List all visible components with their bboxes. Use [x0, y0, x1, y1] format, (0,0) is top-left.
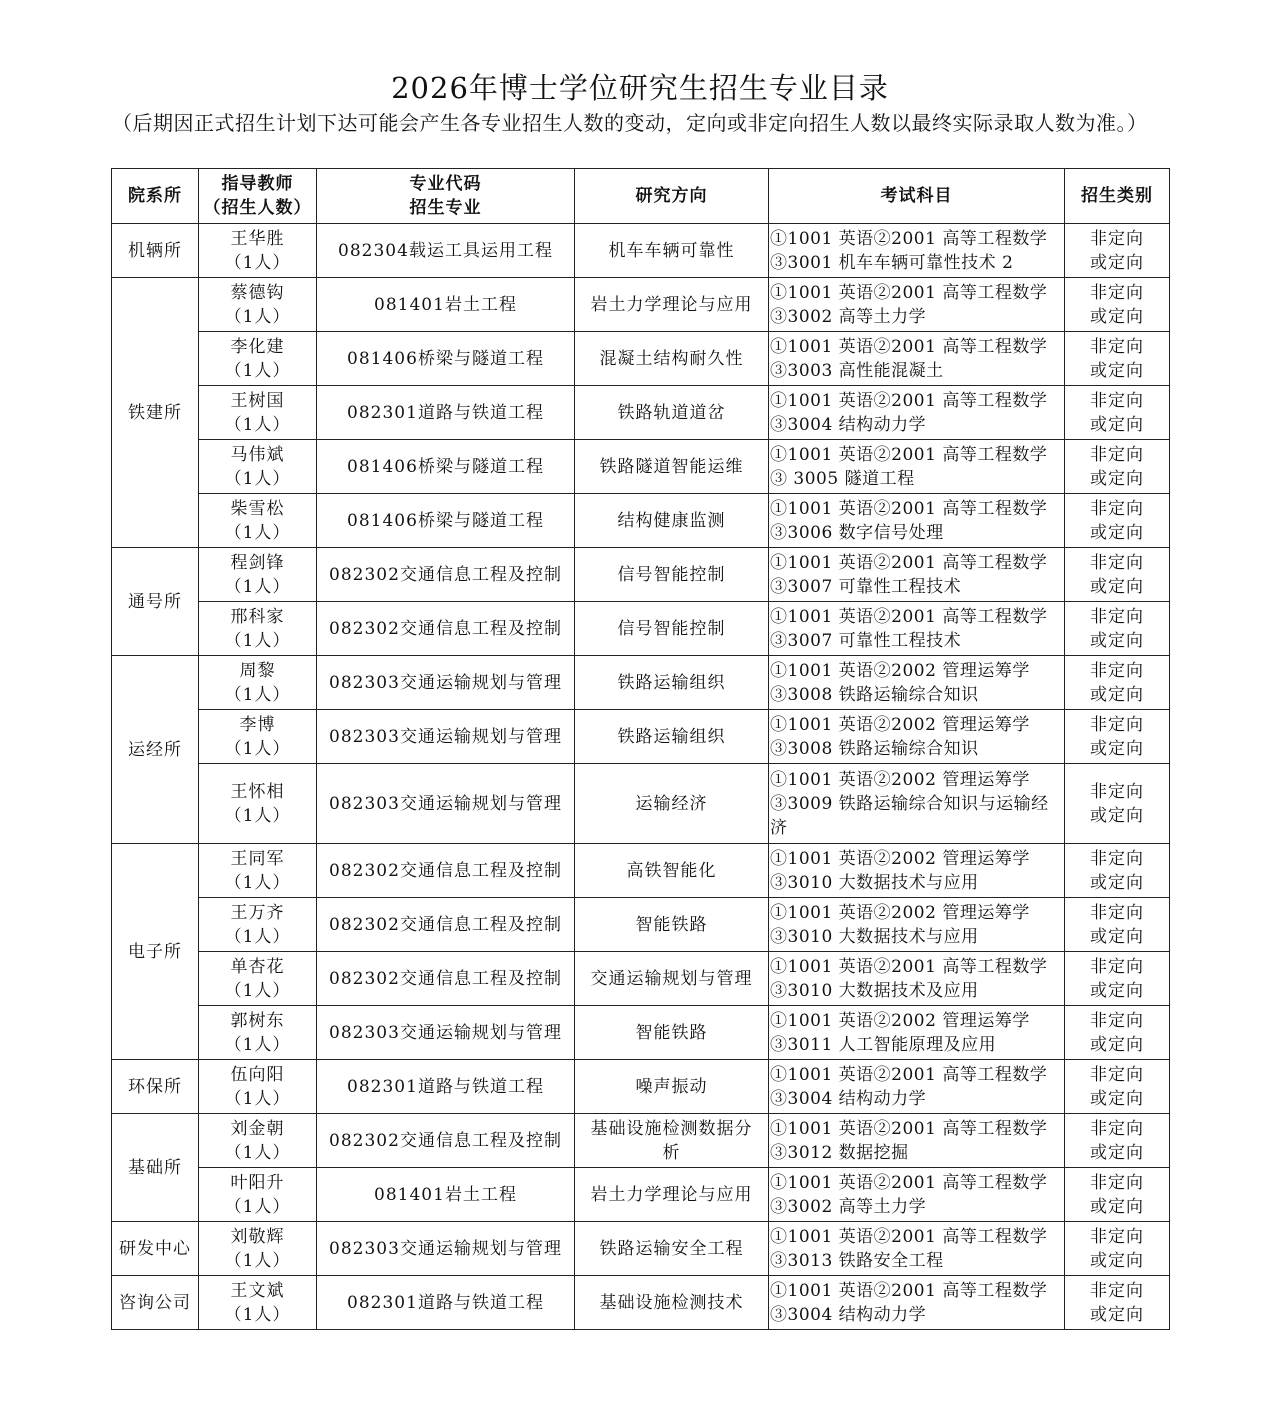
major-cell: 082302交通信息工程及控制: [317, 952, 575, 1006]
type-line: 非定向: [1090, 498, 1144, 519]
exam-cell: [769, 710, 1065, 764]
type-cell: [1065, 898, 1170, 952]
exam-line: ①1001 英语②2001 高等工程数学: [770, 606, 1048, 627]
type-cell: [1065, 952, 1170, 1006]
direction-cell: [575, 278, 769, 332]
type-cell: [1065, 602, 1170, 656]
direction-line: 铁路轨道道岔: [617, 402, 726, 423]
type-line: 或定向: [1090, 630, 1144, 651]
direction-cell: [575, 764, 769, 844]
type-cell: [1065, 1168, 1170, 1222]
major-cell: 081401岩土工程: [317, 278, 575, 332]
table-row: [112, 224, 1170, 278]
exam-line: ③3009 铁路运输综合知识与运输经: [770, 793, 1049, 814]
exam-line: ③ 3005 隧道工程: [770, 468, 915, 489]
type-line: 非定向: [1090, 714, 1144, 735]
department-cell: 基础所: [112, 1114, 199, 1222]
table-row: [112, 1276, 1170, 1330]
type-line: 非定向: [1090, 1118, 1144, 1139]
tutor-count: （1人）: [224, 926, 291, 947]
exam-cell: [769, 602, 1065, 656]
tutor-count: （1人）: [224, 630, 291, 651]
exam-cell: [769, 1060, 1065, 1114]
direction-line: 岩土力学理论与应用: [590, 294, 753, 315]
direction-cell: [575, 1222, 769, 1276]
type-line: 非定向: [1090, 390, 1144, 411]
type-cell: [1065, 440, 1170, 494]
tutor-name: 叶阳升: [230, 1172, 285, 1193]
type-cell: [1065, 1114, 1170, 1168]
exam-cell: [769, 844, 1065, 898]
direction-line: 铁路运输安全工程: [599, 1238, 744, 1259]
major-cell: 082303交通运输规划与管理: [317, 710, 575, 764]
tutor-name: 刘敬辉: [230, 1226, 285, 1247]
header-major-line1: 专业代码: [409, 174, 482, 194]
type-cell: [1065, 1060, 1170, 1114]
type-line: 或定向: [1090, 738, 1144, 759]
tutor-cell: [199, 1276, 317, 1330]
type-line: 或定向: [1090, 576, 1144, 597]
direction-cell: [575, 386, 769, 440]
exam-line: 济: [770, 817, 788, 838]
major-cell: 082302交通信息工程及控制: [317, 548, 575, 602]
header-major-line2: 招生专业: [409, 198, 482, 218]
type-line: 非定向: [1090, 1280, 1144, 1301]
tutor-name: 李化建: [230, 336, 285, 357]
tutor-name: 邢科家: [230, 606, 285, 627]
type-line: 或定向: [1090, 1142, 1144, 1163]
tutor-cell: [199, 440, 317, 494]
header-tutor: [199, 169, 317, 224]
tutor-cell: [199, 602, 317, 656]
tutor-count: （1人）: [224, 684, 291, 705]
exam-line: ③3011 人工智能原理及应用: [770, 1034, 997, 1055]
major-cell: 082301道路与铁道工程: [317, 1060, 575, 1114]
exam-line: ①1001 英语②2001 高等工程数学: [770, 498, 1048, 519]
tutor-count: （1人）: [224, 360, 291, 381]
type-line: 或定向: [1090, 360, 1144, 381]
table-row: [112, 710, 1170, 764]
direction-cell: [575, 1276, 769, 1330]
type-line: 非定向: [1090, 606, 1144, 627]
header-type: 招生类别: [1065, 169, 1170, 224]
exam-cell: [769, 440, 1065, 494]
exam-cell: [769, 952, 1065, 1006]
tutor-name: 王同军: [230, 848, 285, 869]
exam-line: ①1001 英语②2001 高等工程数学: [770, 1226, 1048, 1247]
type-line: 或定向: [1090, 872, 1144, 893]
exam-line: ③3002 高等土力学: [770, 1196, 927, 1217]
direction-line: 基础设施检测数据分: [590, 1118, 753, 1139]
table-row: [112, 602, 1170, 656]
type-line: 非定向: [1090, 848, 1144, 869]
direction-cell: [575, 1114, 769, 1168]
exam-line: ①1001 英语②2001 高等工程数学: [770, 444, 1048, 465]
tutor-name: 王树国: [230, 390, 285, 411]
header-exam: 考试科目: [769, 169, 1065, 224]
type-line: 非定向: [1090, 552, 1144, 573]
direction-line: 高铁智能化: [626, 860, 717, 881]
header-tutor-line1: 指导教师: [221, 174, 294, 194]
tutor-count: （1人）: [224, 414, 291, 435]
catalog-body: [112, 224, 1170, 1330]
exam-line: ①1001 英语②2002 管理运筹学: [770, 1010, 1030, 1031]
type-line: 非定向: [1090, 1064, 1144, 1085]
type-line: 或定向: [1090, 306, 1144, 327]
exam-line: ③3010 大数据技术与应用: [770, 872, 979, 893]
table-row: [112, 548, 1170, 602]
direction-line: 铁路运输组织: [617, 726, 726, 747]
major-cell: 081401岩土工程: [317, 1168, 575, 1222]
table-row: [112, 386, 1170, 440]
direction-cell: [575, 710, 769, 764]
header-major: [317, 169, 575, 224]
header-row: [112, 169, 1170, 224]
type-line: 或定向: [1090, 805, 1144, 826]
type-line: 非定向: [1090, 660, 1144, 681]
type-line: 非定向: [1090, 1010, 1144, 1031]
tutor-count: （1人）: [224, 468, 291, 489]
header-dept: 院系所: [112, 169, 199, 224]
exam-line: ①1001 英语②2002 管理运筹学: [770, 660, 1030, 681]
major-cell: 082303交通运输规划与管理: [317, 1222, 575, 1276]
type-line: 非定向: [1090, 282, 1144, 303]
tutor-cell: [199, 764, 317, 844]
direction-line: 信号智能控制: [617, 618, 726, 639]
type-cell: [1065, 1006, 1170, 1060]
exam-line: ①1001 英语②2002 管理运筹学: [770, 848, 1030, 869]
exam-line: ①1001 英语②2001 高等工程数学: [770, 228, 1048, 249]
direction-line: 基础设施检测技术: [599, 1292, 744, 1313]
exam-line: ③3008 铁路运输综合知识: [770, 684, 979, 705]
direction-cell: [575, 548, 769, 602]
tutor-name: 刘金朝: [230, 1118, 285, 1139]
exam-line: ③3007 可靠性工程技术: [770, 576, 962, 597]
type-line: 或定向: [1090, 1034, 1144, 1055]
type-line: 或定向: [1090, 1250, 1144, 1271]
tutor-count: （1人）: [224, 980, 291, 1001]
exam-cell: [769, 548, 1065, 602]
major-cell: 082302交通信息工程及控制: [317, 898, 575, 952]
type-cell: [1065, 332, 1170, 386]
department-cell: 铁建所: [112, 278, 199, 548]
table-row: [112, 844, 1170, 898]
direction-line: 岩土力学理论与应用: [590, 1184, 753, 1205]
exam-cell: [769, 1222, 1065, 1276]
exam-cell: [769, 332, 1065, 386]
tutor-count: （1人）: [224, 805, 291, 826]
tutor-cell: [199, 1222, 317, 1276]
direction-cell: [575, 1006, 769, 1060]
type-cell: [1065, 278, 1170, 332]
tutor-cell: [199, 1168, 317, 1222]
direction-cell: [575, 440, 769, 494]
exam-cell: [769, 656, 1065, 710]
direction-line: 噪声振动: [635, 1076, 708, 1097]
major-cell: 082302交通信息工程及控制: [317, 602, 575, 656]
type-cell: [1065, 1222, 1170, 1276]
tutor-name: 王文斌: [230, 1280, 285, 1301]
direction-cell: [575, 494, 769, 548]
tutor-name: 郭树东: [230, 1010, 285, 1031]
tutor-name: 马伟斌: [230, 444, 285, 465]
exam-line: ③3002 高等土力学: [770, 306, 927, 327]
exam-line: ③3010 大数据技术与应用: [770, 926, 979, 947]
major-cell: 081406桥梁与隧道工程: [317, 332, 575, 386]
type-cell: [1065, 1276, 1170, 1330]
major-cell: 082303交通运输规划与管理: [317, 656, 575, 710]
exam-line: ③3007 可靠性工程技术: [770, 630, 962, 651]
direction-cell: [575, 844, 769, 898]
exam-cell: [769, 898, 1065, 952]
exam-line: ③3001 机车车辆可靠性技术 2: [770, 252, 1014, 273]
direction-cell: [575, 602, 769, 656]
type-line: 或定向: [1090, 252, 1144, 273]
exam-line: ①1001 英语②2001 高等工程数学: [770, 1280, 1048, 1301]
type-line: 或定向: [1090, 1196, 1144, 1217]
type-line: 或定向: [1090, 522, 1144, 543]
department-cell: 环保所: [112, 1060, 199, 1114]
major-cell: 082301道路与铁道工程: [317, 1276, 575, 1330]
type-line: 非定向: [1090, 956, 1144, 977]
type-line: 或定向: [1090, 468, 1144, 489]
exam-line: ③3004 结构动力学: [770, 414, 927, 435]
type-line: 或定向: [1090, 980, 1144, 1001]
exam-cell: [769, 1006, 1065, 1060]
tutor-count: （1人）: [224, 252, 291, 273]
direction-line: 机车车辆可靠性: [608, 240, 735, 261]
table-row: [112, 1006, 1170, 1060]
catalog-table: [111, 168, 1170, 1330]
type-cell: [1065, 494, 1170, 548]
direction-cell: [575, 656, 769, 710]
exam-cell: [769, 764, 1065, 844]
type-line: 非定向: [1090, 444, 1144, 465]
exam-line: ①1001 英语②2002 管理运筹学: [770, 902, 1030, 923]
exam-line: ①1001 英语②2001 高等工程数学: [770, 1064, 1048, 1085]
major-cell: 082301道路与铁道工程: [317, 386, 575, 440]
exam-line: ③3013 铁路安全工程: [770, 1250, 944, 1271]
major-cell: 082302交通信息工程及控制: [317, 1114, 575, 1168]
tutor-cell: [199, 1114, 317, 1168]
exam-line: ①1001 英语②2001 高等工程数学: [770, 390, 1048, 411]
major-cell: 082302交通信息工程及控制: [317, 844, 575, 898]
department-cell: 研发中心: [112, 1222, 199, 1276]
exam-line: ①1001 英语②2001 高等工程数学: [770, 1172, 1048, 1193]
direction-line: 智能铁路: [635, 1022, 708, 1043]
direction-line: 信号智能控制: [617, 564, 726, 585]
direction-line: 结构健康监测: [617, 510, 726, 531]
table-row: [112, 332, 1170, 386]
exam-line: ①1001 英语②2002 管理运筹学: [770, 769, 1030, 790]
tutor-name: 王华胜: [230, 228, 285, 249]
tutor-count: （1人）: [224, 1196, 291, 1217]
direction-line: 混凝土结构耐久性: [599, 348, 744, 369]
exam-line: ①1001 英语②2002 管理运筹学: [770, 714, 1030, 735]
tutor-name: 王怀相: [230, 781, 285, 802]
tutor-cell: [199, 952, 317, 1006]
direction-line: 运输经济: [635, 793, 708, 814]
table-row: [112, 1168, 1170, 1222]
tutor-name: 王万齐: [230, 902, 285, 923]
exam-cell: [769, 494, 1065, 548]
header-direction: 研究方向: [575, 169, 769, 224]
tutor-cell: [199, 224, 317, 278]
tutor-cell: [199, 710, 317, 764]
exam-cell: [769, 386, 1065, 440]
tutor-cell: [199, 1060, 317, 1114]
department-cell: 机辆所: [112, 224, 199, 278]
exam-cell: [769, 278, 1065, 332]
tutor-cell: [199, 494, 317, 548]
table-row: [112, 1222, 1170, 1276]
type-line: 非定向: [1090, 336, 1144, 357]
tutor-cell: [199, 332, 317, 386]
exam-cell: [769, 1168, 1065, 1222]
direction-cell: [575, 1060, 769, 1114]
type-cell: [1065, 224, 1170, 278]
exam-cell: [769, 1114, 1065, 1168]
type-line: 非定向: [1090, 228, 1144, 249]
exam-line: ①1001 英语②2001 高等工程数学: [770, 552, 1048, 573]
department-cell: 运经所: [112, 656, 199, 844]
tutor-name: 单杏花: [230, 956, 285, 977]
tutor-count: （1人）: [224, 306, 291, 327]
direction-line: 铁路隧道智能运维: [599, 456, 744, 477]
page-title: 2026年博士学位研究生招生专业目录: [391, 71, 889, 105]
tutor-cell: [199, 898, 317, 952]
tutor-cell: [199, 548, 317, 602]
major-cell: 081406桥梁与隧道工程: [317, 494, 575, 548]
major-cell: 081406桥梁与隧道工程: [317, 440, 575, 494]
direction-line: 智能铁路: [635, 914, 708, 935]
exam-line: ①1001 英语②2001 高等工程数学: [770, 336, 1048, 357]
department-cell: 通号所: [112, 548, 199, 656]
type-line: 或定向: [1090, 414, 1144, 435]
tutor-name: 李博: [239, 714, 276, 735]
exam-line: ①1001 英语②2001 高等工程数学: [770, 956, 1048, 977]
type-cell: [1065, 844, 1170, 898]
exam-cell: [769, 224, 1065, 278]
type-line: 非定向: [1090, 1226, 1144, 1247]
tutor-cell: [199, 656, 317, 710]
exam-line: ①1001 英语②2001 高等工程数学: [770, 282, 1048, 303]
direction-line: 析: [662, 1142, 681, 1163]
type-line: 或定向: [1090, 684, 1144, 705]
type-line: 或定向: [1090, 926, 1144, 947]
type-line: 非定向: [1090, 902, 1144, 923]
tutor-name: 周黎: [239, 660, 276, 681]
major-cell: 082303交通运输规划与管理: [317, 764, 575, 844]
direction-cell: [575, 224, 769, 278]
direction-line: 交通运输规划与管理: [590, 968, 753, 989]
direction-cell: [575, 1168, 769, 1222]
department-cell: 咨询公司: [112, 1276, 199, 1330]
tutor-count: （1人）: [224, 738, 291, 759]
tutor-cell: [199, 386, 317, 440]
type-cell: [1065, 656, 1170, 710]
direction-cell: [575, 952, 769, 1006]
exam-line: ③3010 大数据技术及应用: [770, 980, 979, 1001]
department-cell: 电子所: [112, 844, 199, 1060]
tutor-count: （1人）: [224, 1088, 291, 1109]
table-row: [112, 898, 1170, 952]
type-cell: [1065, 764, 1170, 844]
tutor-count: （1人）: [224, 576, 291, 597]
exam-cell: [769, 1276, 1065, 1330]
type-line: 非定向: [1090, 1172, 1144, 1193]
tutor-name: 蔡德钩: [230, 282, 285, 303]
type-line: 非定向: [1090, 781, 1144, 802]
type-line: 或定向: [1090, 1304, 1144, 1325]
type-cell: [1065, 548, 1170, 602]
tutor-cell: [199, 1006, 317, 1060]
tutor-name: 程剑锋: [230, 552, 285, 573]
page-note: （后期因正式招生计划下达可能会产生各专业招生人数的变动，定向或非定向招生人数以最终实际录取人数为准。）: [112, 111, 1148, 135]
tutor-cell: [199, 278, 317, 332]
tutor-name: 柴雪松: [230, 498, 285, 519]
header-tutor-line2: （招生人数）: [203, 198, 312, 218]
tutor-count: （1人）: [224, 1250, 291, 1271]
table-row: [112, 952, 1170, 1006]
tutor-count: （1人）: [224, 522, 291, 543]
major-cell: 082303交通运输规划与管理: [317, 1006, 575, 1060]
exam-line: ③3004 结构动力学: [770, 1088, 927, 1109]
direction-cell: [575, 332, 769, 386]
major-cell: 082304载运工具运用工程: [317, 224, 575, 278]
table-row: [112, 440, 1170, 494]
type-line: 或定向: [1090, 1088, 1144, 1109]
type-cell: [1065, 710, 1170, 764]
type-cell: [1065, 386, 1170, 440]
tutor-count: （1人）: [224, 1304, 291, 1325]
table-row: [112, 278, 1170, 332]
direction-cell: [575, 898, 769, 952]
tutor-count: （1人）: [224, 1034, 291, 1055]
exam-line: ③3004 结构动力学: [770, 1304, 927, 1325]
table-row: [112, 656, 1170, 710]
exam-line: ③3012 数据挖掘: [770, 1142, 909, 1163]
exam-line: ③3008 铁路运输综合知识: [770, 738, 979, 759]
tutor-count: （1人）: [224, 872, 291, 893]
table-row: [112, 1060, 1170, 1114]
table-row: [112, 1114, 1170, 1168]
table-row: [112, 764, 1170, 844]
direction-line: 铁路运输组织: [617, 672, 726, 693]
exam-line: ③3003 高性能混凝土: [770, 360, 944, 381]
exam-line: ①1001 英语②2001 高等工程数学: [770, 1118, 1048, 1139]
table-row: [112, 494, 1170, 548]
tutor-cell: [199, 844, 317, 898]
tutor-count: （1人）: [224, 1142, 291, 1163]
exam-line: ③3006 数字信号处理: [770, 522, 944, 543]
tutor-name: 伍向阳: [230, 1064, 285, 1085]
